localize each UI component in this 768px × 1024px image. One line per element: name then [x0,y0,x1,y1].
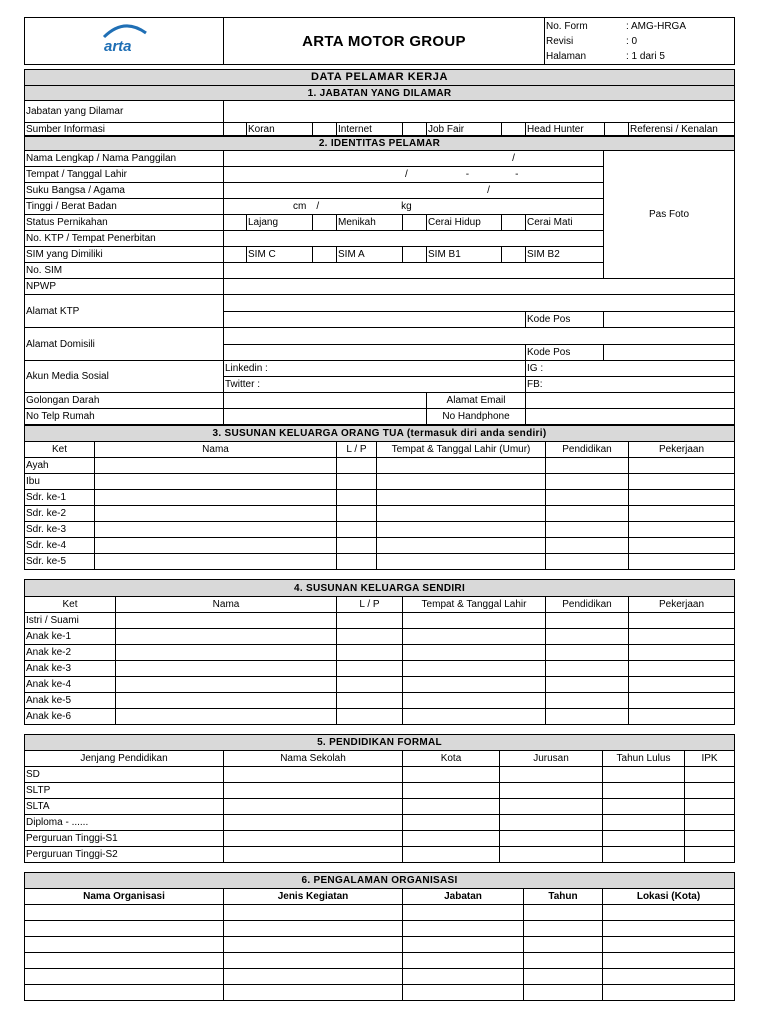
npwp-input[interactable] [224,279,735,295]
field-label: Nama Lengkap / Nama Panggilan [25,151,224,167]
table-cell[interactable] [603,847,685,863]
field-label: No Telp Rumah [25,409,224,425]
table-cell[interactable] [685,783,735,799]
table-cell[interactable] [25,921,224,937]
table-cell[interactable] [629,693,735,709]
table-cell[interactable] [95,554,337,570]
ttl-input[interactable]: / - - [224,167,604,183]
table-cell[interactable] [377,506,546,522]
table-row [25,677,735,693]
ig-field[interactable]: IG : [526,361,735,377]
table-cell[interactable] [337,709,403,725]
table-cell[interactable] [546,458,629,474]
table-row [25,937,735,953]
table-cell[interactable] [500,799,603,815]
table-row [25,629,735,645]
table-cell[interactable] [224,767,403,783]
table-row [25,969,735,985]
checkbox[interactable] [224,247,247,263]
row-label: Anak ke-2 [25,645,116,661]
option-label: Job Fair [427,123,502,136]
column-header: Jenis Kegiatan [224,889,403,905]
table-cell[interactable] [337,474,377,490]
table-cell[interactable] [603,783,685,799]
fb-field[interactable]: FB: [526,377,735,393]
table-cell[interactable] [629,709,735,725]
option-label: SIM B1 [427,247,502,263]
table-cell[interactable] [224,953,403,969]
field-label: NPWP [25,279,224,295]
svg-text:arta: arta [104,37,132,55]
option-label: Cerai Hidup [427,215,502,231]
checkbox[interactable] [313,123,337,136]
table-cell[interactable] [500,767,603,783]
row-label: Anak ke-3 [25,661,116,677]
meta-value: : AMG-HRGA [626,20,687,32]
column-header: Lokasi (Kota) [603,889,735,905]
table-cell[interactable] [377,538,546,554]
table-row [25,474,735,490]
table-cell[interactable] [546,490,629,506]
table-cell[interactable] [224,831,403,847]
table-cell[interactable] [500,847,603,863]
table-cell[interactable] [546,709,629,725]
table-cell[interactable] [25,937,224,953]
nosim-input[interactable] [224,263,604,279]
table-row [25,693,735,709]
table-cell[interactable] [95,458,337,474]
table-cell[interactable] [337,554,377,570]
column-header: Tahun [524,889,603,905]
table-cell[interactable] [403,815,500,831]
table-cell[interactable] [403,905,524,921]
option-label: Internet [337,123,403,136]
form-title: DATA PELAMAR KERJA [25,70,735,86]
column-header: Ket [25,442,95,458]
golongan-input[interactable] [224,393,427,409]
column-header: Nama [116,597,337,613]
table-row [25,985,735,1001]
table-cell[interactable] [403,709,546,725]
table-cell[interactable] [629,474,735,490]
checkbox[interactable] [502,215,526,231]
column-header: Nama [95,442,337,458]
option-label: Head Hunter [526,123,605,136]
table-cell[interactable] [603,799,685,815]
column-header: IPK [685,751,735,767]
table-cell[interactable] [403,629,546,645]
table-cell[interactable] [25,905,224,921]
table-cell[interactable] [546,554,629,570]
table-cell[interactable] [603,953,735,969]
pas-foto-label: Pas Foto [648,209,690,220]
field-label: SIM yang Dimiliki [25,247,224,263]
table-cell[interactable] [524,905,603,921]
table-cell[interactable] [116,629,337,645]
row-label: Sdr. ke-1 [25,490,95,506]
jabatan-label: Jabatan yang Dilamar [25,101,224,123]
section-2 [24,136,735,425]
table-cell[interactable] [500,831,603,847]
table-cell[interactable] [629,458,735,474]
table-cell[interactable] [629,661,735,677]
form-meta [545,18,735,65]
table-row [25,799,735,815]
sumber-label: Sumber Informasi [25,123,224,136]
table-row [25,905,735,921]
table-row [25,921,735,937]
alamat-ktp-line-1[interactable] [224,295,735,312]
kode-pos-label: Kode Pos [526,345,604,361]
checkbox[interactable] [605,123,629,136]
table-row [25,661,735,677]
table-cell[interactable] [25,953,224,969]
checkbox[interactable] [502,247,526,263]
table-cell[interactable] [403,783,500,799]
row-label: SLTA [25,799,224,815]
table-cell[interactable] [524,937,603,953]
option-label: Referensi / Kenalan [629,123,735,136]
table-cell[interactable] [116,677,337,693]
checkbox[interactable] [502,123,526,136]
table-cell[interactable] [337,522,377,538]
column-header: Tempat & Tanggal Lahir (Umur) [377,442,546,458]
meta-value: : 1 dari 5 [626,50,665,62]
table-cell[interactable] [546,474,629,490]
kode-pos-input[interactable] [604,312,735,328]
row-label: Ayah [25,458,95,474]
table-cell[interactable] [25,985,224,1001]
column-header: Jurusan [500,751,603,767]
checkbox[interactable] [403,215,427,231]
table-cell[interactable] [377,474,546,490]
column-header: Pekerjaan [629,442,735,458]
field-label: No. KTP / Tempat Penerbitan [25,231,224,247]
row-label: Perguruan Tinggi-S1 [25,831,224,847]
table-cell[interactable] [685,815,735,831]
field-label: Alamat Domisili [25,328,224,361]
table-cell[interactable] [95,522,337,538]
row-label: Perguruan Tinggi-S2 [25,847,224,863]
kode-pos-input[interactable] [604,345,735,361]
table-cell[interactable] [629,490,735,506]
section-6 [24,872,735,1001]
table-cell[interactable] [337,506,377,522]
form-header [24,17,735,65]
table-row [25,709,735,725]
hp-input[interactable] [526,409,735,425]
field-label: Golongan Darah [25,393,224,409]
row-label: Ibu [25,474,95,490]
alamat-ktp-line-2[interactable] [224,312,526,328]
table-cell[interactable] [546,645,629,661]
table-cell[interactable] [629,506,735,522]
table-cell[interactable] [603,831,685,847]
table-cell[interactable] [224,815,403,831]
alamat-domisili-line-2[interactable] [224,345,526,361]
table-cell[interactable] [116,661,337,677]
table-cell[interactable] [337,613,403,629]
table-cell[interactable] [403,831,500,847]
row-label: SD [25,767,224,783]
field-label: Suku Bangsa / Agama [25,183,224,199]
checkbox[interactable] [224,123,247,136]
section-heading: 3. SUSUNAN KELUARGA ORANG TUA (termasuk diri anda sendiri) [25,426,735,442]
option-label: Menikah [337,215,403,231]
option-label: Lajang [247,215,313,231]
table-row [25,554,735,570]
table-cell[interactable] [224,985,403,1001]
table-cell[interactable] [337,490,377,506]
column-header: Jenjang Pendidikan [25,751,224,767]
column-header: Jabatan [403,889,524,905]
row-label: Sdr. ke-3 [25,522,95,538]
table-cell[interactable] [377,554,546,570]
table-cell[interactable] [500,783,603,799]
linkedin-field[interactable]: Linkedin : [224,361,526,377]
table-cell[interactable] [524,953,603,969]
checkbox[interactable] [313,247,337,263]
table-cell[interactable] [377,458,546,474]
table-cell[interactable] [337,661,403,677]
telp-input[interactable] [224,409,427,425]
table-cell[interactable] [403,969,524,985]
application-form [24,17,734,1001]
table-cell[interactable] [603,767,685,783]
table-cell[interactable] [524,969,603,985]
table-cell[interactable] [546,613,629,629]
table-cell[interactable] [337,538,377,554]
table-row [25,613,735,629]
section-heading: 5. PENDIDIKAN FORMAL [25,735,735,751]
table-cell[interactable] [224,969,403,985]
table-cell[interactable] [685,799,735,815]
row-label: SLTP [25,783,224,799]
table-cell[interactable] [403,953,524,969]
table-cell[interactable] [685,847,735,863]
table-row [25,953,735,969]
table-cell[interactable] [603,815,685,831]
column-header: Pendidikan [546,597,629,613]
table-cell[interactable] [403,661,546,677]
table-cell[interactable] [629,538,735,554]
alamat-domisili-line-1[interactable] [224,328,735,345]
table-row [25,506,735,522]
column-header: Kota [403,751,500,767]
column-header: Ket [25,597,116,613]
table-row [25,831,735,847]
section-heading: 1. JABATAN YANG DILAMAR [25,86,735,101]
email-input[interactable] [526,393,735,409]
company-logo [25,18,224,65]
table-cell[interactable] [500,815,603,831]
table-row [25,490,735,506]
field-label: Alamat KTP [25,295,224,328]
field-label: No. SIM [25,263,224,279]
table-cell[interactable] [403,937,524,953]
column-header: Pendidikan [546,442,629,458]
section-heading: 6. PENGALAMAN ORGANISASI [25,873,735,889]
field-label: Status Pernikahan [25,215,224,231]
table-cell[interactable] [403,645,546,661]
table-cell[interactable] [629,677,735,693]
table-row [25,815,735,831]
table-cell[interactable] [629,554,735,570]
section-5 [24,734,735,863]
table-cell[interactable] [546,693,629,709]
table-cell[interactable] [403,767,500,783]
email-label: Alamat Email [427,393,526,409]
jabatan-input[interactable] [224,101,735,123]
table-row [25,645,735,661]
table-cell[interactable] [403,921,524,937]
company-name: ARTA MOTOR GROUP [224,18,545,65]
table-row [25,522,735,538]
table-cell[interactable] [116,613,337,629]
table-cell[interactable] [629,522,735,538]
table-cell[interactable] [403,799,500,815]
row-label: Diploma - ...... [25,815,224,831]
meta-label: No. Form [546,20,588,32]
table-cell[interactable] [603,905,735,921]
table-cell[interactable] [629,629,735,645]
table-cell[interactable] [546,538,629,554]
row-label: Anak ke-5 [25,693,116,709]
row-label: Anak ke-6 [25,709,116,725]
table-cell[interactable] [403,613,546,629]
field-label: Tinggi / Berat Badan [25,199,224,215]
meta-label: Halaman [546,50,587,62]
column-header: Tahun Lulus [603,751,685,767]
column-header: Nama Sekolah [224,751,403,767]
section-1 [24,69,735,136]
checkbox[interactable] [403,123,427,136]
table-cell[interactable] [546,629,629,645]
table-row [25,783,735,799]
table-cell[interactable] [546,677,629,693]
table-cell[interactable] [603,985,735,1001]
row-label: Anak ke-1 [25,629,116,645]
table-cell[interactable] [629,613,735,629]
meta-label: Revisi [546,35,574,47]
table-cell[interactable] [95,490,337,506]
column-header: L / P [337,597,403,613]
option-label: SIM C [247,247,313,263]
table-cell[interactable] [403,693,546,709]
option-label: SIM B2 [526,247,604,263]
table-cell[interactable] [685,831,735,847]
table-cell[interactable] [377,490,546,506]
tinggi-input[interactable]: cm / kg [224,199,604,215]
table-cell[interactable] [224,937,403,953]
column-header: L / P [337,442,377,458]
row-label: Anak ke-4 [25,677,116,693]
table-cell[interactable] [224,847,403,863]
section-4 [24,579,735,725]
checkbox[interactable] [403,247,427,263]
row-label: Sdr. ke-2 [25,506,95,522]
option-label: SIM A [337,247,403,263]
section-heading: 4. SUSUNAN KELUARGA SENDIRI [25,580,735,597]
meta-value: : 0 [626,35,638,47]
table-cell[interactable] [224,921,403,937]
row-label: Sdr. ke-4 [25,538,95,554]
table-cell[interactable] [524,921,603,937]
table-cell[interactable] [546,661,629,677]
row-label: Sdr. ke-5 [25,554,95,570]
table-cell[interactable] [603,937,735,953]
column-header: Nama Organisasi [25,889,224,905]
checkbox[interactable] [313,215,337,231]
table-cell[interactable] [337,693,403,709]
table-cell[interactable] [685,767,735,783]
field-label: Tempat / Tanggal Lahir [25,167,224,183]
field-label: Akun Media Sosial [25,361,224,393]
table-cell[interactable] [116,693,337,709]
table-cell[interactable] [116,709,337,725]
table-cell[interactable] [116,645,337,661]
table-cell[interactable] [337,629,403,645]
table-cell[interactable] [524,985,603,1001]
table-cell[interactable] [546,522,629,538]
table-cell[interactable] [224,905,403,921]
table-cell[interactable] [95,506,337,522]
table-cell[interactable] [403,677,546,693]
table-row [25,458,735,474]
table-row [25,847,735,863]
table-cell[interactable] [25,969,224,985]
checkbox[interactable] [224,215,247,231]
ktp-input[interactable] [224,231,604,247]
table-cell[interactable] [629,645,735,661]
table-cell[interactable] [337,677,403,693]
table-cell[interactable] [224,799,403,815]
table-cell[interactable] [337,645,403,661]
table-row [25,538,735,554]
photo-box [604,151,735,279]
table-cell[interactable] [95,538,337,554]
arta-logo-icon [96,23,152,57]
row-label: Istri / Suami [25,613,116,629]
option-label: Cerai Mati [526,215,604,231]
table-cell[interactable] [546,506,629,522]
table-cell[interactable] [403,847,500,863]
section-heading: 2. IDENTITAS PELAMAR [25,137,735,151]
table-cell[interactable] [403,985,524,1001]
nama-input[interactable]: / [224,151,604,167]
table-cell[interactable] [603,969,735,985]
suku-input[interactable]: / [224,183,604,199]
kode-pos-label: Kode Pos [526,312,604,328]
table-cell[interactable] [224,783,403,799]
hp-label: No Handphone [427,409,526,425]
column-header: Pekerjaan [629,597,735,613]
table-row [25,767,735,783]
column-header: Tempat & Tanggal Lahir [403,597,546,613]
table-cell[interactable] [603,921,735,937]
twitter-field[interactable]: Twitter : [224,377,526,393]
option-label: Koran [247,123,313,136]
table-cell[interactable] [337,458,377,474]
table-cell[interactable] [95,474,337,490]
section-3 [24,425,735,570]
table-cell[interactable] [377,522,546,538]
